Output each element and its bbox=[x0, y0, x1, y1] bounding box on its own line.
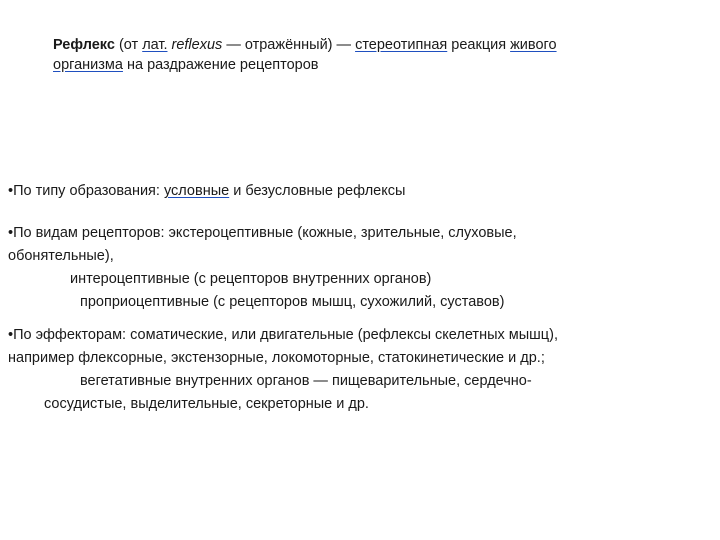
effectors-section bbox=[8, 324, 708, 416]
conditioned-link[interactable]: условные bbox=[163, 183, 230, 199]
definition-line-2 bbox=[53, 55, 653, 75]
definition-text: (от bbox=[114, 37, 143, 53]
definition-text: реакция bbox=[447, 37, 511, 53]
definition-line-1 bbox=[53, 35, 653, 55]
receptors-line-3: интероцептивные (с рецепторов внутренних органов) bbox=[70, 271, 432, 287]
definition-text: на раздражение рецепторов bbox=[122, 57, 319, 73]
living-link[interactable]: живого bbox=[510, 37, 557, 53]
effectors-line-4: сосудистые, выделительные, секреторные и др. bbox=[44, 396, 369, 412]
reflex-term: Рефлекс bbox=[53, 37, 115, 53]
receptors-section bbox=[8, 222, 708, 314]
receptors-line-2: обонятельные), bbox=[8, 248, 114, 264]
stereotype-link[interactable]: стереотипная bbox=[355, 37, 448, 53]
organism-link[interactable]: организма bbox=[53, 57, 123, 73]
formation-prefix: •По типу образования: bbox=[8, 183, 164, 199]
formation-suffix: и безусловные рефлексы bbox=[229, 183, 406, 199]
effectors-line-3: вегетативные внутренних органов — пищеварительные, сердечно- bbox=[80, 373, 532, 389]
receptors-line-4: проприоцептивные (с рецепторов мышц, сухожилий, суставов) bbox=[80, 294, 505, 310]
receptors-line-1: •По видам рецепторов: экстероцептивные (кожные, зрительные, слуховые, bbox=[8, 225, 517, 241]
definition-text: — отражённый) — bbox=[222, 37, 356, 53]
formation-section bbox=[8, 180, 708, 203]
latin-link[interactable]: лат. bbox=[142, 37, 168, 53]
effectors-line-1: •По эффекторам: соматические, или двигательные (рефлексы скелетных мышц), bbox=[8, 327, 558, 343]
effectors-line-2: например флексорные, экстензорные, локомоторные, статокинетические и др.; bbox=[8, 350, 545, 366]
formation-line bbox=[8, 180, 708, 203]
latin-word: reflexus bbox=[171, 37, 223, 53]
definition-paragraph bbox=[53, 35, 653, 75]
